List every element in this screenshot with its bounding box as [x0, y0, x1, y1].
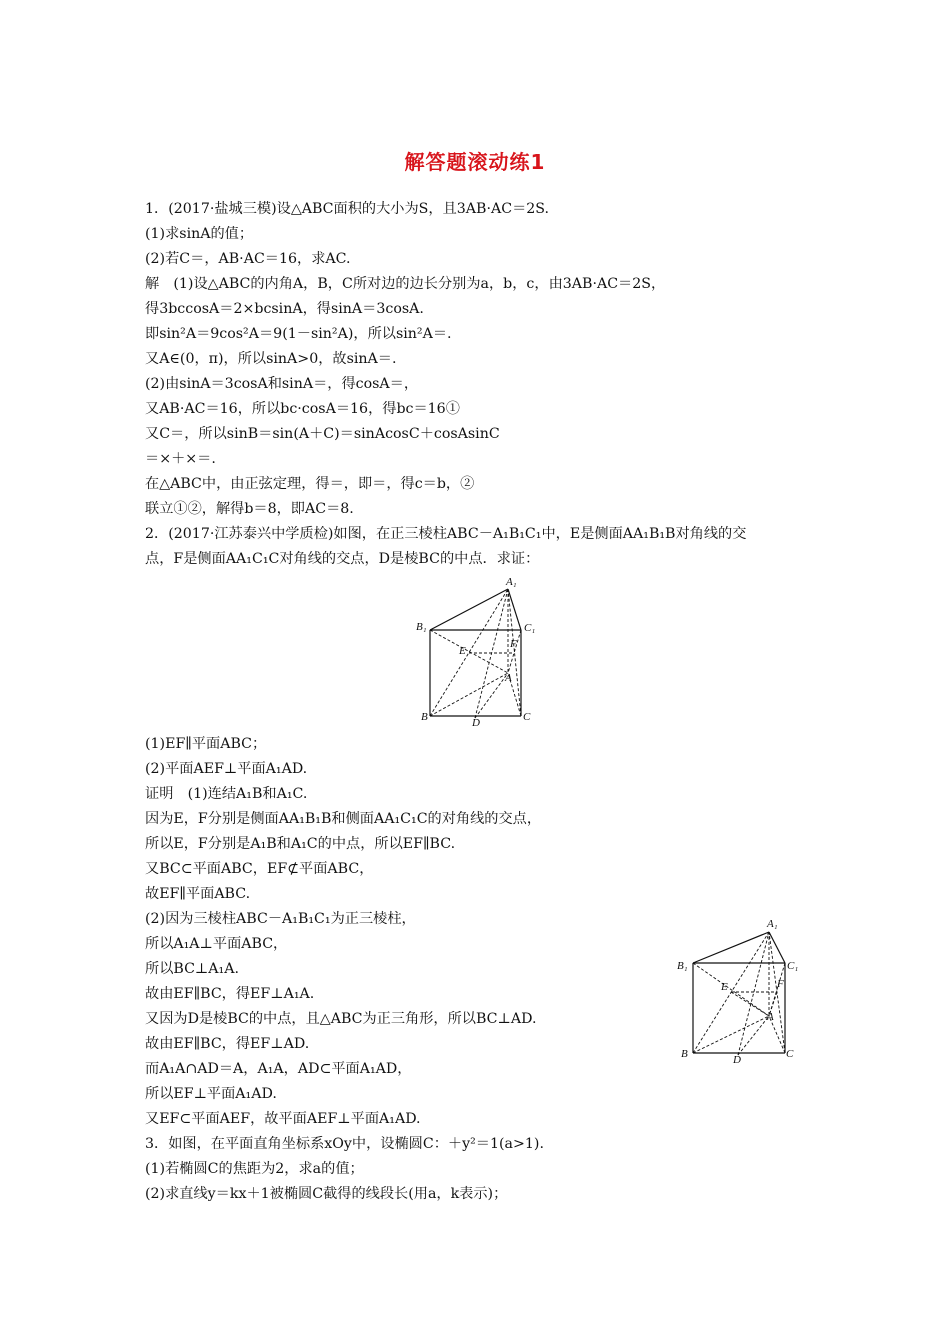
- label-b1: B₁: [416, 621, 427, 633]
- text-line: 证明 (1)连结A₁B和A₁C.: [145, 786, 308, 802]
- text-line: 点，F是侧面AA₁C₁C对角线的交点，D是棱BC的中点．求证：: [145, 551, 540, 567]
- text-line: 又BC⊂平面ABC，EF⊄平面ABC，: [145, 861, 374, 877]
- text-line: 所以EF⊥平面A₁AD.: [145, 1086, 277, 1102]
- text-line: 因为E，F分别是侧面AA₁B₁B和侧面AA₁C₁C的对角线的交点，: [145, 811, 542, 827]
- text-line: (2)由sinA＝3cosA和sinA＝，得cosA＝，: [145, 376, 419, 392]
- text-line: (2)若C＝，AB·AC＝16，求AC.: [145, 251, 351, 267]
- label-e: E: [721, 981, 728, 993]
- label-d: D: [472, 717, 480, 727]
- text-line: 又因为D是棱BC的中点，且△ABC为正三角形，所以BC⊥AD.: [145, 1011, 537, 1027]
- text-line: (1)求sinA的值；: [145, 226, 254, 242]
- text-line: 解 (1)设△ABC的内角A，B，C所对边的边长分别为a，b，c，由3AB·AC＝2S，: [145, 276, 666, 292]
- text-line: 在△ABC中，由正弦定理，得＝，即＝，得c＝b，②: [145, 476, 475, 492]
- text-line: 又C＝，所以sinB＝sin(A＋C)＝sinAcosC＋cosAsinC: [145, 426, 500, 442]
- label-c1: C₁: [787, 960, 799, 972]
- label-a: A: [767, 1011, 774, 1023]
- text-line: (2)因为三棱柱ABC－A₁B₁C₁为正三棱柱，: [145, 911, 416, 927]
- text-line: 所以A₁A⊥平面ABC，: [145, 936, 288, 952]
- label-b1: B₁: [677, 960, 688, 972]
- page-title: 解答题滚动练1: [404, 150, 546, 174]
- text-line: 即sin²A＝9cos²A＝9(1－sin²A)，所以sin²A＝.: [145, 326, 452, 342]
- label-c: C: [786, 1048, 794, 1060]
- text-line: 联立①②，解得b＝8，即AC＝8.: [145, 501, 354, 517]
- text-line: 3．如图，在平面直角坐标系xOy中，设椭圆C：＋y²＝1(a>1).: [145, 1136, 544, 1152]
- text-line: 又AB·AC＝16，所以bc·cosA＝16，得bc＝16①: [145, 401, 460, 417]
- label-c: C: [523, 711, 531, 723]
- label-a1: A₁: [767, 918, 778, 930]
- text-line: (2)平面AEF⊥平面A₁AD.: [145, 761, 308, 777]
- label-b: B: [681, 1048, 688, 1060]
- text-line: 故由EF∥BC，得EF⊥AD.: [145, 1036, 310, 1052]
- text-line: 故EF∥平面ABC.: [145, 886, 251, 902]
- text-line: 又A∈(0，π)，所以sinA>0，故sinA＝.: [145, 351, 397, 367]
- label-f: F: [777, 978, 784, 990]
- label-d: D: [733, 1054, 741, 1066]
- text-line: 又EF⊂平面AEF，故平面AEF⊥平面A₁AD.: [145, 1111, 421, 1127]
- prism-figure-detailed: [673, 913, 813, 1068]
- label-b: B: [421, 711, 428, 723]
- prism-figure: [410, 575, 550, 727]
- text-line: ＝×＋×＝.: [145, 451, 216, 467]
- text-line: 得3bccosA＝2×bcsinA，得sinA＝3cosA.: [145, 301, 424, 317]
- text-line: 所以E，F分别是A₁B和A₁C的中点，所以EF∥BC.: [145, 836, 456, 852]
- text-line: (2)求直线y＝kx＋1被椭圆C截得的线段长(用a，k表示)；: [145, 1186, 508, 1202]
- text-line: 故由EF∥BC，得EF⊥A₁A.: [145, 986, 315, 1002]
- text-line: 1．(2017·盐城三模)设△ABC面积的大小为S，且3AB·AC＝2S.: [145, 201, 550, 217]
- text-line: 所以BC⊥A₁A.: [145, 961, 239, 977]
- text-line: (1)EF∥平面ABC；: [145, 736, 267, 752]
- text-line: 而A₁A∩AD＝A，A₁A，AD⊂平面A₁AD，: [145, 1061, 412, 1077]
- label-e: E: [459, 645, 466, 657]
- label-f: F: [510, 638, 517, 650]
- label-c1: C₁: [524, 622, 536, 634]
- label-a1: A₁: [506, 576, 517, 588]
- text-line: 2．(2017·江苏泰兴中学质检)如图，在正三棱柱ABC－A₁B₁C₁中，E是侧面AA₁B₁B对角线的交: [145, 526, 747, 542]
- text-line: (1)若椭圆C的焦距为2，求a的值；: [145, 1161, 364, 1177]
- label-a: A: [505, 672, 512, 684]
